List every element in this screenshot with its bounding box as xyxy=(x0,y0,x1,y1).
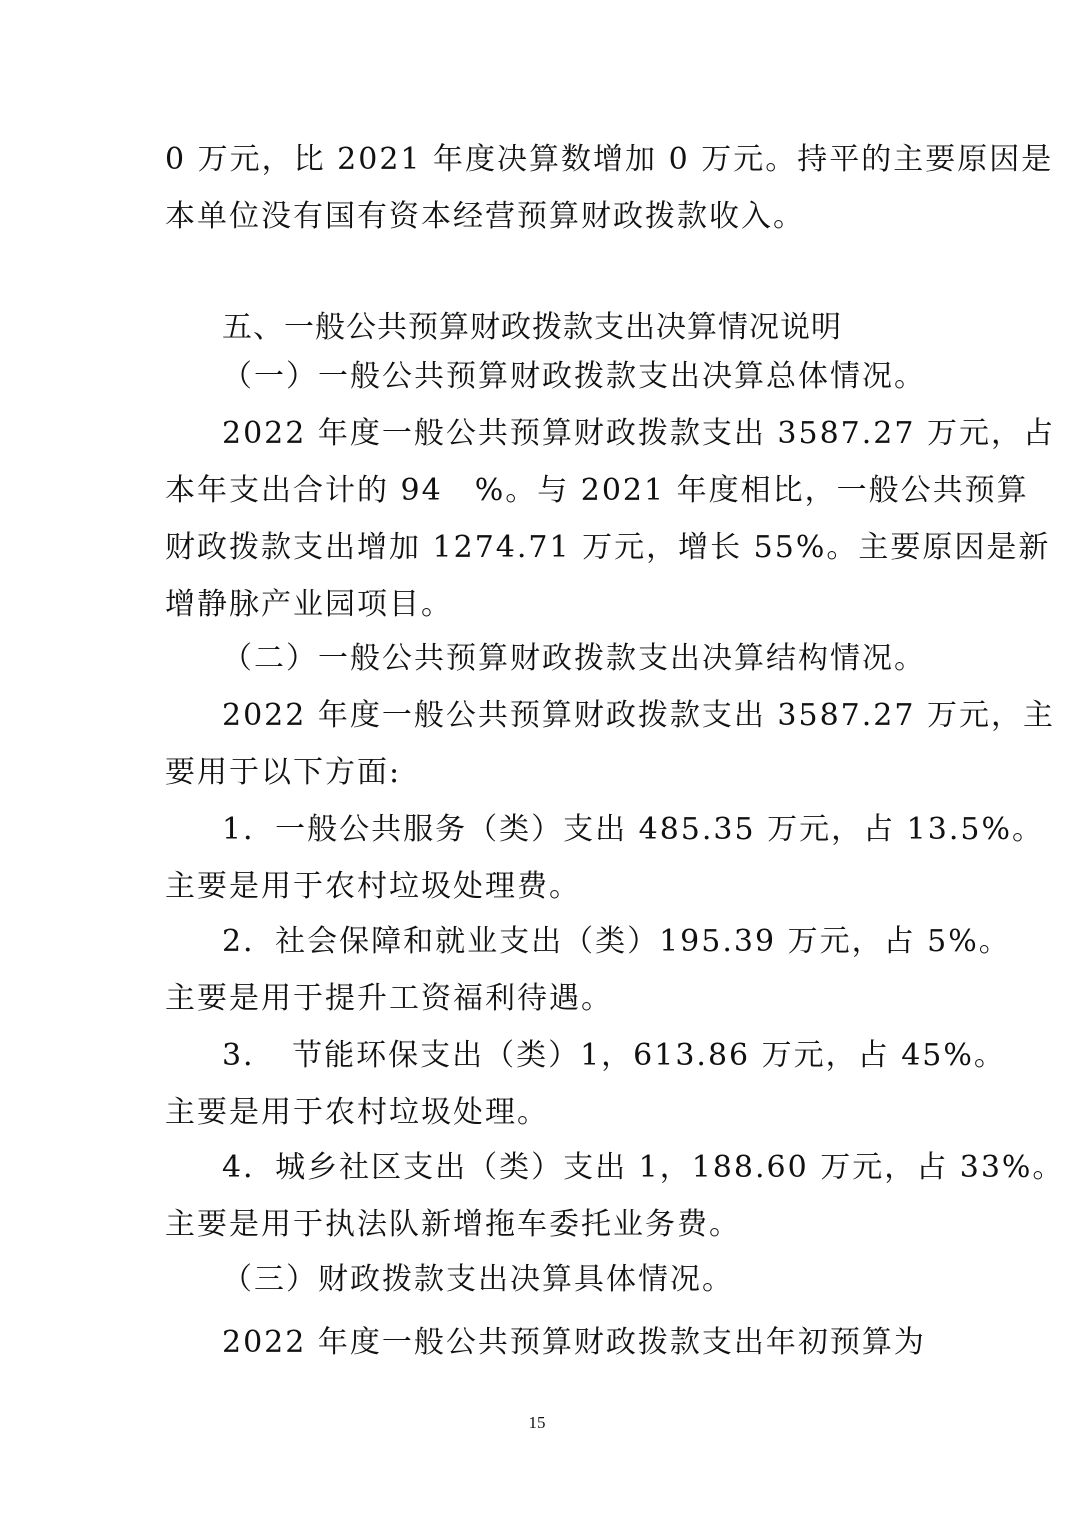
list-item: 1．一般公共服务（类）支出 485.35 万元，占 13.5%。 xyxy=(222,812,1044,847)
paragraph-line: 2022 年度一般公共预算财政拨款支出 3587.27 万元，占 xyxy=(222,416,1056,451)
page-number: 15 xyxy=(528,1413,546,1432)
paragraph-line: 主要是用于农村垃圾处理。 xyxy=(165,1095,549,1130)
paragraph-line: 主要是用于农村垃圾处理费。 xyxy=(165,869,581,904)
paragraph-line: 本单位没有国有资本经营预算财政拨款收入。 xyxy=(165,199,805,234)
list-item: 3． 节能环保支出（类）1，613.86 万元，占 45%。 xyxy=(222,1038,1006,1073)
paragraph-line: 财政拨款支出增加 1274.71 万元，增长 55%。主要原因是新 xyxy=(165,530,1051,565)
subsection-heading: （二）一般公共预算财政拨款支出决算结构情况。 xyxy=(222,641,926,676)
paragraph-line: 0 万元，比 2021 年度决算数增加 0 万元。持平的主要原因是 xyxy=(165,142,1054,177)
subsection-heading: （三）财政拨款支出决算具体情况。 xyxy=(222,1262,734,1297)
paragraph-line: 增静脉产业园项目。 xyxy=(165,587,453,622)
subsection-heading: （一）一般公共预算财政拨款支出决算总体情况。 xyxy=(222,359,926,394)
paragraph-line: 主要是用于提升工资福利待遇。 xyxy=(165,981,613,1016)
list-item: 2．社会保障和就业支出（类）195.39 万元，占 5%。 xyxy=(222,924,1011,959)
paragraph-line: 主要是用于执法队新增拖车委托业务费。 xyxy=(165,1207,741,1242)
paragraph-line: 要用于以下方面: xyxy=(165,755,402,790)
paragraph-line: 2022 年度一般公共预算财政拨款支出年初预算为 xyxy=(222,1325,926,1360)
section-heading: 五、一般公共预算财政拨款支出决算情况说明 xyxy=(222,310,842,345)
paragraph-line: 2022 年度一般公共预算财政拨款支出 3587.27 万元，主 xyxy=(222,698,1056,733)
paragraph-line: 本年支出合计的 94 %。与 2021 年度相比，一般公共预算 xyxy=(165,473,1029,508)
list-item: 4．城乡社区支出（类）支出 1，188.60 万元，占 33%。 xyxy=(222,1150,1065,1185)
